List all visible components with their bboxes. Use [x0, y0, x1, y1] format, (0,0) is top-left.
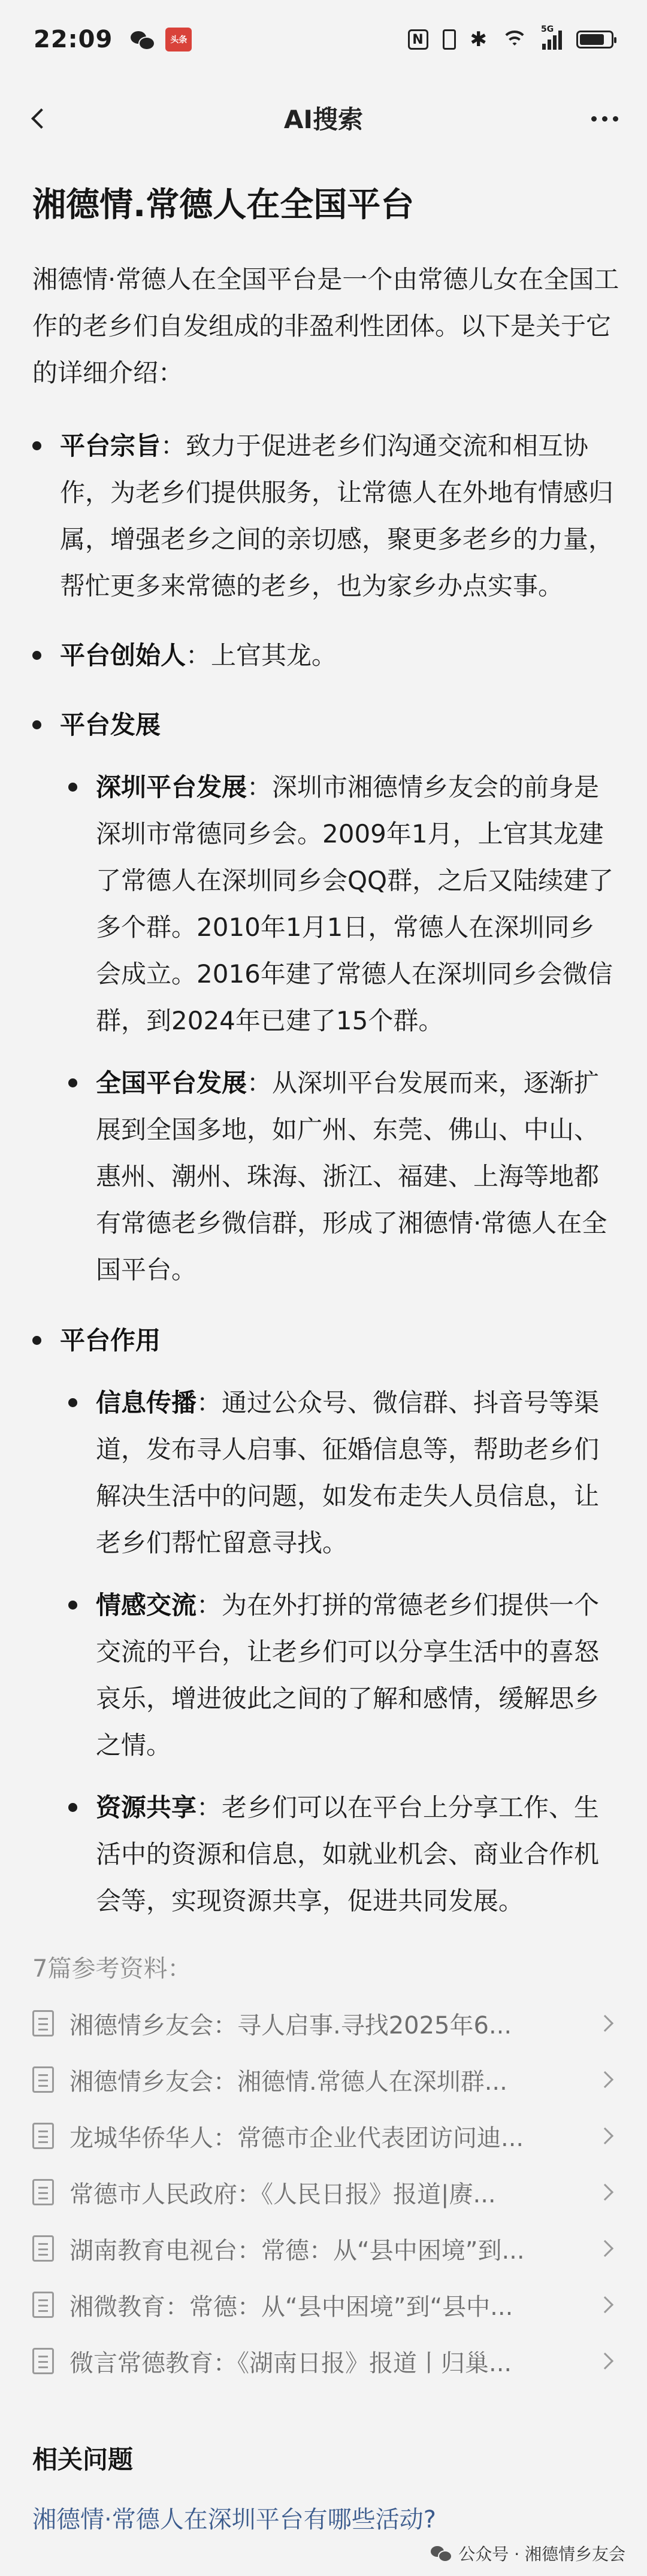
chevron-right-icon	[597, 2071, 613, 2088]
subitem-label: 信息传播	[96, 1388, 197, 1417]
subitem-text: ：老乡们可以在平台上分享工作、生活中的资源和信息，如就业机会、商业合作机会等，实现资源共享，促进共同发展。	[96, 1793, 600, 1916]
reference-link[interactable]	[32, 2277, 619, 2333]
more-dot-icon	[613, 116, 618, 122]
reference-link[interactable]	[32, 2051, 619, 2108]
role-subitem	[60, 1784, 619, 1925]
reference-link[interactable]	[32, 2220, 619, 2277]
network-type-label: 5G	[541, 25, 554, 34]
subitem-label: 资源共享	[96, 1793, 197, 1822]
nfc-icon: N	[408, 29, 428, 50]
vibrate-icon	[443, 29, 456, 50]
founder-item	[32, 632, 619, 679]
subitem-text: ：从深圳平台发展而来，逐渐扩展到全国多地，如广州、东莞、佛山、中山、惠州、潮州、珠海、浙江、福建、上海等地都有常德老乡微信群，形成了湘德情·常德人在全国平台。	[96, 1068, 607, 1284]
related-question-link[interactable]: 湘德情·常德人在深圳平台有哪些活动?	[32, 2506, 436, 2533]
subitem-label: 情感交流	[96, 1590, 197, 1620]
role-label: 平台作用	[60, 1326, 161, 1355]
reference-title: 龙城华侨华人：常德市企业代表团访问迪...	[69, 2124, 524, 2152]
role-subitem	[60, 1380, 619, 1566]
role-subitem	[60, 1582, 619, 1769]
related-questions-title: 相关问题	[32, 2445, 134, 2474]
reference-link[interactable]	[32, 2333, 619, 2389]
toutiao-app-icon: 头条	[165, 28, 192, 51]
purpose-text: ：致力于促进老乡们沟通交流和相互协作，为老乡们提供服务，让常德人在外地有情感归属，增强老乡之间的亲切感，聚更多老乡的力量，帮忙更多来常德的老乡，也为家乡办点实事。	[60, 431, 614, 601]
subitem-text: ：通过公众号、微信群、抖音号等渠道，发布寻人启事、征婚信息等，帮助老乡们解决生活中的问题，如发布走失人员信息，让老乡们帮忙留意寻找。	[96, 1388, 600, 1557]
reference-title: 常德市人民政府：《人民日报》报道|赓...	[69, 2180, 496, 2208]
reference-title: 湘微教育：常德：从“县中困境”到“县中...	[69, 2293, 513, 2321]
bluetooth-icon: ✱	[470, 28, 487, 51]
references-title: 7篇参考资料：	[32, 1955, 192, 1983]
reference-title: 湘德情乡友会：寻人启事.寻找2025年6...	[69, 2011, 512, 2039]
reference-title: 湘德情乡友会：湘德情.常德人在深圳群...	[69, 2068, 507, 2096]
chevron-right-icon	[597, 2184, 613, 2201]
status-indicators	[408, 25, 614, 51]
chevron-left-icon	[31, 108, 52, 129]
battery-level-fill	[580, 34, 604, 45]
role-item	[32, 1317, 619, 1925]
development-label: 平台发展	[60, 710, 161, 740]
reference-link[interactable]	[32, 1995, 619, 2051]
development-sublist	[60, 764, 619, 1293]
document-icon	[32, 2066, 54, 2093]
more-dot-icon	[591, 116, 597, 122]
development-subitem	[60, 764, 619, 1044]
document-icon	[32, 2179, 54, 2205]
intro-paragraph: 湘德情·常德人在全国平台是一个由常德儿女在全国工作的老乡们自发组成的非盈利性团体。以下是关于它的详细介绍：	[32, 265, 619, 387]
chevron-right-icon	[597, 2128, 613, 2144]
nav-bar	[0, 79, 647, 157]
document-icon	[32, 2348, 54, 2374]
more-options-button[interactable]	[583, 102, 625, 135]
battery-icon	[576, 31, 613, 49]
document-icon	[32, 2292, 54, 2318]
development-item	[32, 702, 619, 1293]
purpose-label: 平台宗旨	[60, 431, 161, 460]
status-bar	[0, 0, 647, 79]
reference-title: 湖南教育电视台：常德：从“县中困境”到...	[69, 2236, 525, 2265]
development-subitem	[60, 1060, 619, 1293]
notification-icons	[131, 28, 192, 51]
reference-title: 微言常德教育：《湖南日报》报道丨归巢...	[69, 2349, 512, 2377]
page-header-title: AI搜索	[283, 105, 364, 134]
document-icon	[32, 2235, 54, 2262]
wechat-icon	[431, 2544, 452, 2562]
reference-link[interactable]	[32, 2108, 619, 2164]
subitem-text: ：为在外打拼的常德老乡们提供一个交流的平台，让老乡们可以分享生活中的喜怒哀乐，增进彼此之间的了解和感情，缓解思乡之情。	[96, 1590, 600, 1760]
references-list	[32, 1995, 619, 2389]
chevron-right-icon	[597, 2296, 613, 2313]
answer-content	[32, 157, 619, 2538]
back-button[interactable]	[22, 102, 55, 135]
status-time: 22:09	[34, 26, 113, 53]
founder-label: 平台创始人	[60, 641, 186, 670]
wechat-icon	[131, 30, 155, 49]
subitem-label: 全国平台发展	[96, 1068, 247, 1098]
chevron-right-icon	[597, 2353, 613, 2369]
document-icon	[32, 2123, 54, 2149]
answer-title: 湘德情.常德人在全国平台	[32, 186, 415, 225]
more-dot-icon	[602, 116, 607, 122]
watermark	[431, 2541, 625, 2565]
chevron-right-icon	[597, 2240, 613, 2257]
purpose-item	[32, 423, 619, 610]
subitem-label: 深圳平台发展	[96, 772, 247, 802]
reference-link[interactable]	[32, 2164, 619, 2220]
subitem-text: ：深圳市湘德情乡友会的前身是深圳市常德同乡会。2009年1月，上官其龙建了常德人在深圳同乡会QQ群，之后又陆续建了多个群。2010年1月1日，常德人在深圳同乡会成立。2016年建了常德人在深圳同乡会微信群，到2024年已建了15个群。	[96, 772, 614, 1035]
chevron-right-icon	[597, 2015, 613, 2032]
role-sublist	[60, 1380, 619, 1925]
watermark-text: 公众号 · 湘德情乡友会	[458, 2544, 625, 2564]
document-icon	[32, 2010, 54, 2036]
founder-text: ：上官其龙。	[186, 641, 337, 670]
wifi-icon	[501, 29, 528, 50]
cellular-signal-icon	[541, 25, 562, 50]
